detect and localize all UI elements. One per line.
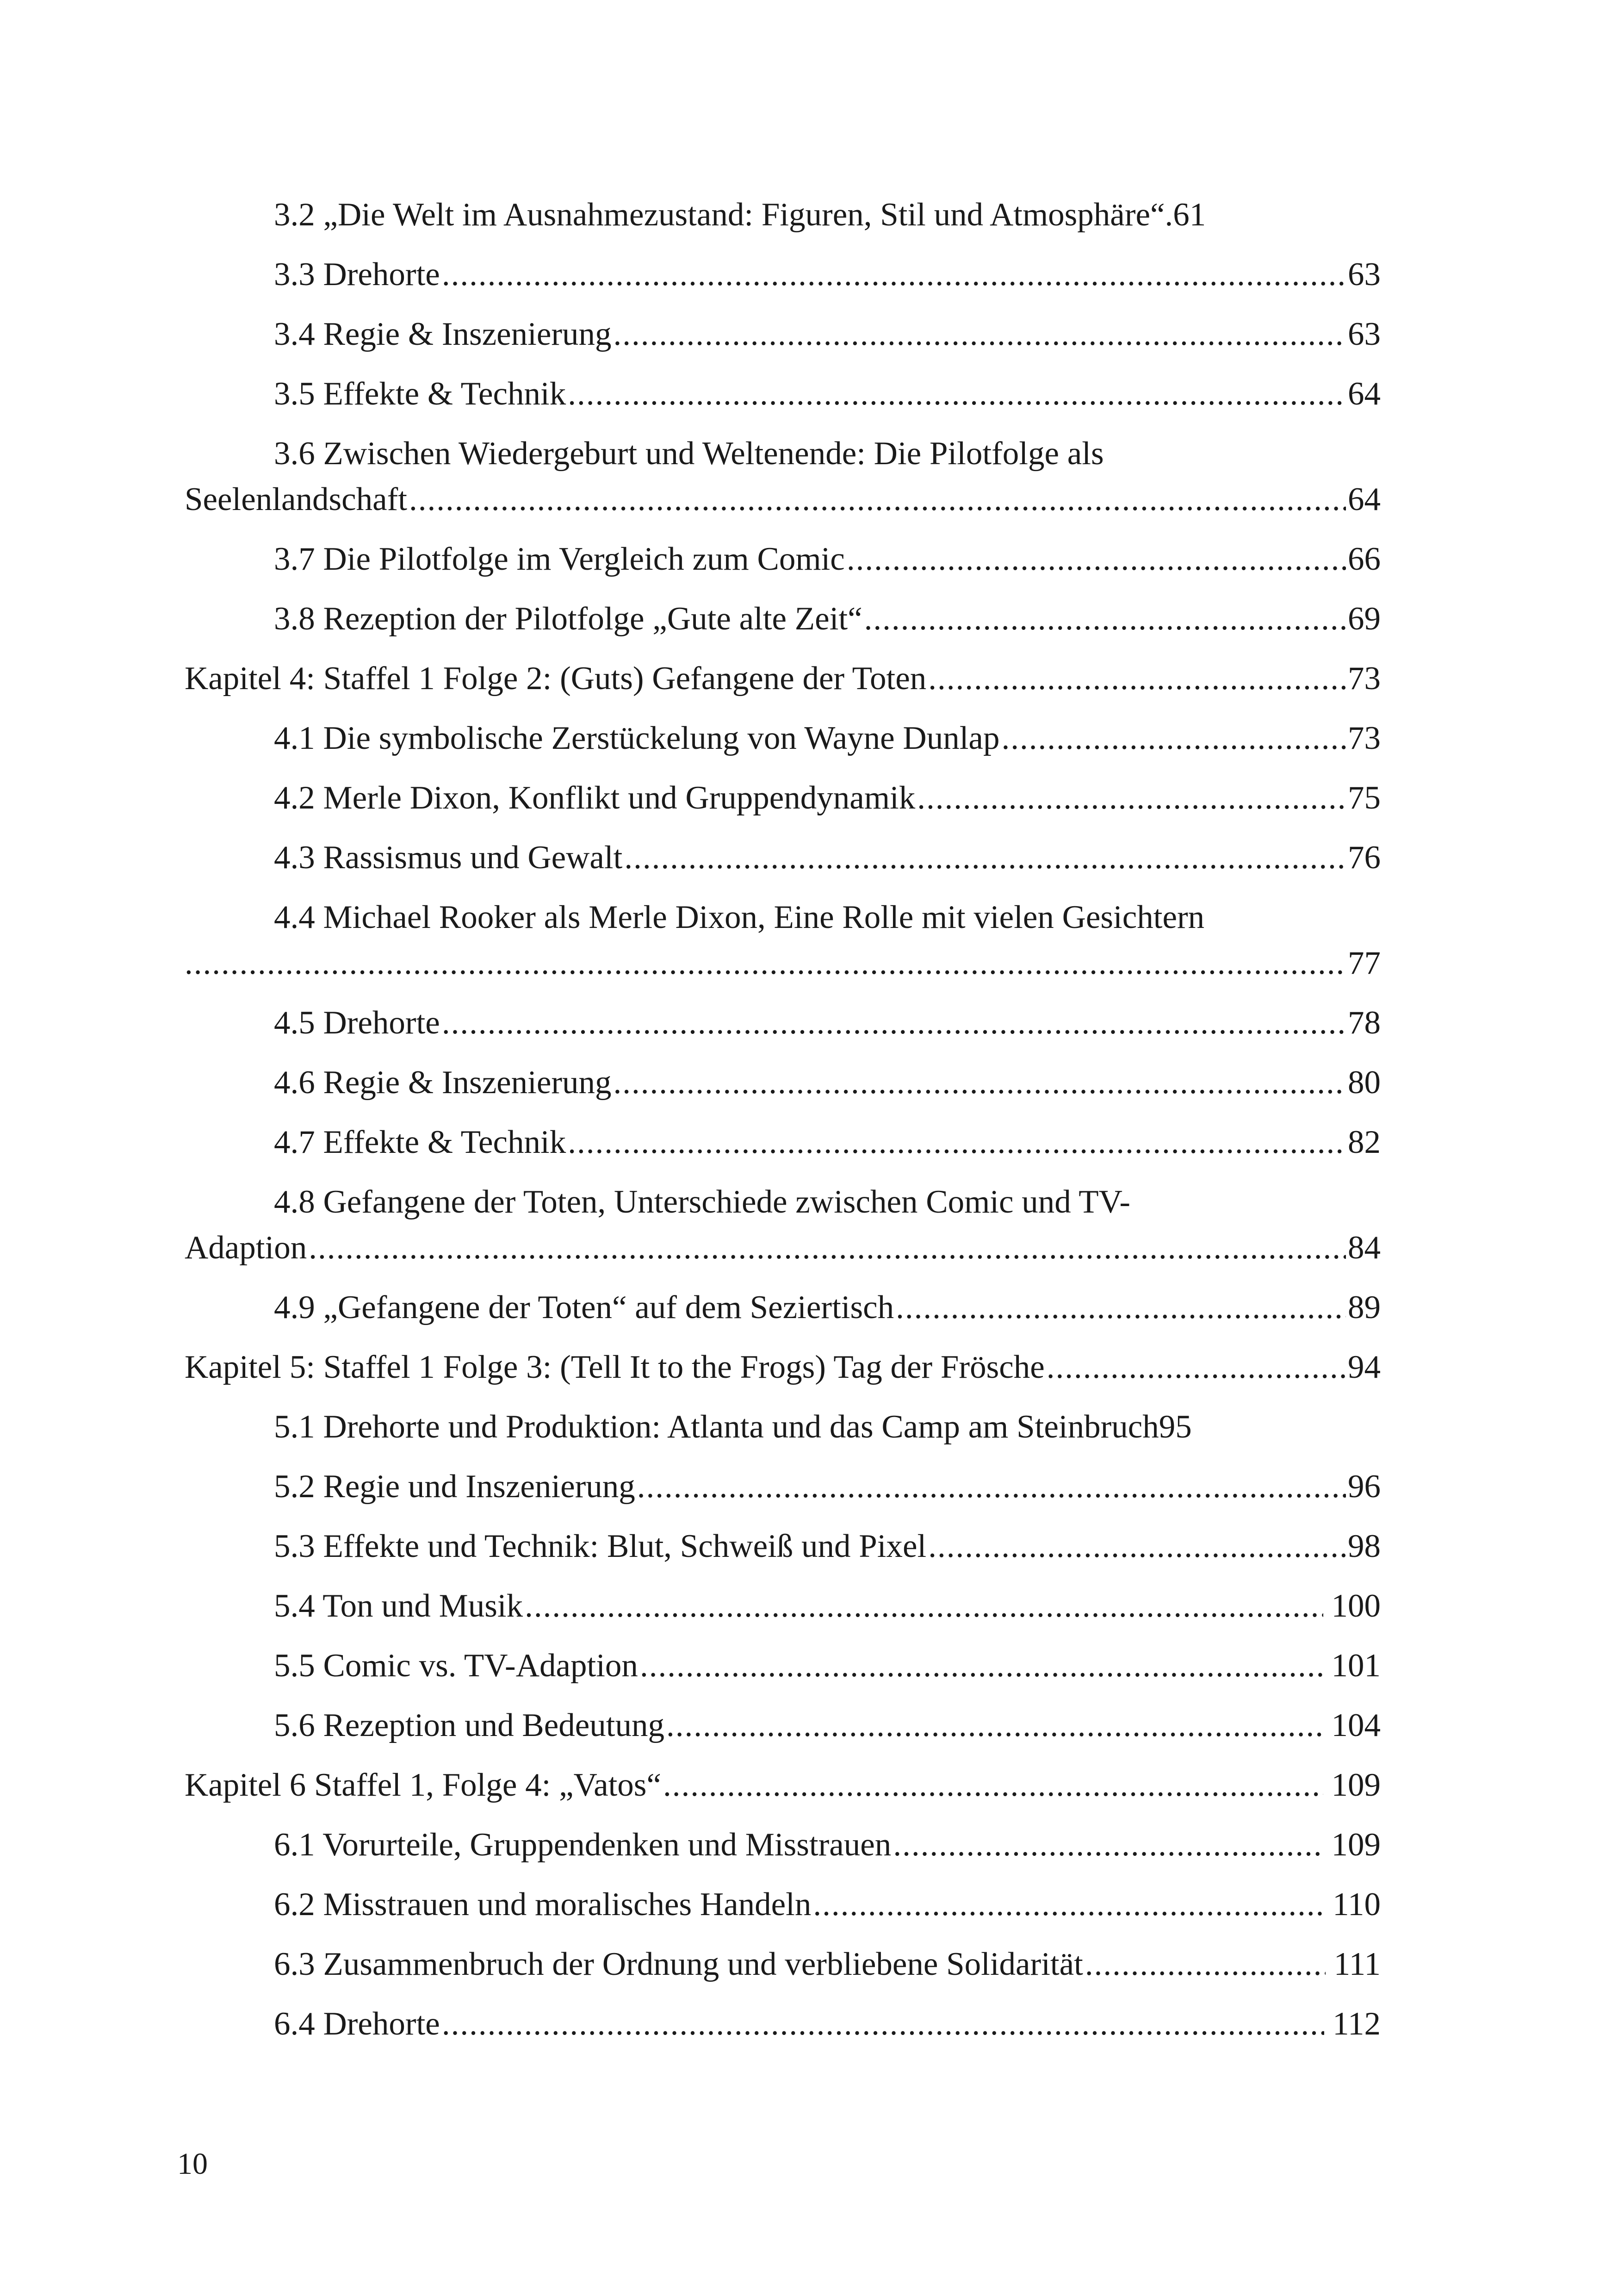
toc-page-number: 73 bbox=[1348, 660, 1381, 697]
toc-entry-title: 5.2 Regie und Inszenierung bbox=[274, 1468, 635, 1505]
toc-entry-title: 3.4 Regie & Inszenierung bbox=[274, 316, 612, 352]
toc-entry-title-continuation: Seelenlandschaft bbox=[185, 481, 408, 517]
toc-entry-title: Kapitel 6 Staffel 1, Folge 4: „Vatos“ bbox=[185, 1767, 661, 1803]
toc-section-entry[interactable] bbox=[185, 1576, 1381, 1636]
toc-section-entry[interactable] bbox=[185, 1815, 1381, 1875]
toc-page-number: 75 bbox=[1348, 780, 1381, 816]
toc-section-entry[interactable] bbox=[185, 1517, 1381, 1576]
toc-entry-title: 3.6 Zwischen Wiedergeburt und Weltenende: Die Pilotfolge als bbox=[274, 436, 1104, 472]
toc-dot-leader bbox=[614, 1053, 1346, 1113]
toc-section-entry[interactable] bbox=[185, 1875, 1381, 1935]
toc-dot-leader bbox=[928, 649, 1346, 709]
toc-dot-leader bbox=[666, 1696, 1323, 1755]
toc-chapter-entry[interactable] bbox=[185, 1338, 1381, 1397]
toc-page-number: 76 bbox=[1348, 840, 1381, 876]
toc-dot-leader bbox=[309, 1218, 1346, 1278]
toc-chapter-entry[interactable] bbox=[185, 1755, 1381, 1815]
toc-page-number: 104 bbox=[1331, 1707, 1381, 1743]
toc-entry-title: 3.8 Rezeption der Pilotfolge „Gute alte Zeit“ bbox=[274, 601, 862, 637]
toc-page-number: 64 bbox=[1348, 376, 1381, 412]
toc-page-number: 94 bbox=[1348, 1349, 1381, 1385]
toc-entry-title: 4.4 Michael Rooker als Merle Dixon, Eine Rolle mit vielen Gesichtern bbox=[274, 899, 1205, 935]
toc-section-entry[interactable] bbox=[185, 828, 1381, 888]
toc-dot-leader bbox=[409, 470, 1346, 529]
toc-page-number: 109 bbox=[1331, 1767, 1381, 1803]
toc-entry-title: 4.5 Drehorte bbox=[274, 1005, 440, 1041]
toc-dot-leader bbox=[637, 1457, 1346, 1517]
page-number: 10 bbox=[177, 2147, 208, 2181]
toc-dot-leader bbox=[614, 305, 1346, 364]
toc-entry-title: Kapitel 4: Staffel 1 Folge 2: (Guts) Gefangene der Toten bbox=[185, 660, 927, 697]
toc-page-number: 66 bbox=[1348, 541, 1381, 577]
toc-entry-title-continuation: Adaption bbox=[185, 1230, 307, 1266]
toc-page-number: 82 bbox=[1348, 1124, 1381, 1160]
toc-section-entry[interactable] bbox=[185, 1696, 1381, 1755]
toc-dot-leader bbox=[1001, 709, 1346, 768]
toc-page-number: 69 bbox=[1348, 601, 1381, 637]
toc-entry-title: 3.7 Die Pilotfolge im Vergleich zum Comic bbox=[274, 541, 845, 577]
toc-section-entry[interactable] bbox=[185, 1113, 1381, 1172]
toc-page-number: 111 bbox=[1333, 1946, 1381, 1982]
toc-page-number: 101 bbox=[1331, 1648, 1381, 1684]
toc-dot-leader bbox=[568, 364, 1346, 424]
toc-dot-leader bbox=[640, 1636, 1323, 1696]
toc-entry-title: 6.2 Misstrauen und moralisches Handeln bbox=[274, 1886, 812, 1923]
toc-dot-leader bbox=[624, 828, 1346, 888]
toc-section-entry[interactable] bbox=[185, 1935, 1381, 1994]
toc-dot-leader bbox=[442, 1994, 1324, 2054]
toc-page-number: 80 bbox=[1348, 1064, 1381, 1101]
toc-section-entry[interactable] bbox=[185, 245, 1381, 305]
toc-section-entry[interactable] bbox=[185, 1994, 1381, 2054]
toc-page-number: 112 bbox=[1333, 2006, 1381, 2042]
toc-page-number: 110 bbox=[1333, 1886, 1381, 1923]
toc-dot-leader bbox=[568, 1113, 1346, 1172]
toc-dot-leader bbox=[185, 933, 1346, 993]
toc-entry-title: Kapitel 5: Staffel 1 Folge 3: (Tell It to the Frogs) Tag der Frösche bbox=[185, 1349, 1045, 1385]
toc-page-number: 98 bbox=[1348, 1528, 1381, 1564]
table-of-contents bbox=[185, 185, 1381, 2054]
toc-section-entry[interactable] bbox=[185, 305, 1381, 364]
toc-entry-title: 5.3 Effekte und Technik: Blut, Schweiß und Pixel bbox=[274, 1528, 927, 1564]
toc-dot-leader bbox=[928, 1517, 1346, 1576]
toc-entry-title: 4.9 „Gefangene der Toten“ auf dem Seziertisch bbox=[274, 1289, 894, 1325]
toc-dot-leader bbox=[896, 1278, 1346, 1338]
toc-entry-title: 3.5 Effekte & Technik bbox=[274, 376, 566, 412]
toc-entry-title: 6.4 Drehorte bbox=[274, 2006, 440, 2042]
toc-page-number: 78 bbox=[1348, 1005, 1381, 1041]
toc-section-entry[interactable] bbox=[185, 1053, 1381, 1113]
toc-entry-title: 4.1 Die symbolische Zerstückelung von Wayne Dunlap bbox=[274, 720, 1000, 756]
toc-page-number: 89 bbox=[1348, 1289, 1381, 1325]
toc-page-number: 95 bbox=[1159, 1409, 1192, 1445]
toc-page-number: 63 bbox=[1348, 316, 1381, 352]
toc-dot-leader bbox=[442, 993, 1346, 1053]
toc-entry-title: 6.1 Vorurteile, Gruppendenken und Misstrauen bbox=[274, 1827, 892, 1863]
toc-entry-title: 4.3 Rassismus und Gewalt bbox=[274, 840, 623, 876]
toc-section-entry[interactable] bbox=[185, 424, 1381, 529]
toc-dot-leader bbox=[813, 1875, 1324, 1935]
toc-section-entry[interactable] bbox=[185, 1172, 1381, 1278]
toc-page-number: 64 bbox=[1348, 481, 1381, 517]
toc-entry-title: 4.8 Gefangene der Toten, Unterschiede zwischen Comic und TV- bbox=[274, 1184, 1131, 1220]
toc-entry-title: 5.4 Ton und Musik bbox=[274, 1588, 523, 1624]
toc-page-number: 96 bbox=[1348, 1468, 1381, 1505]
toc-section-entry[interactable] bbox=[185, 768, 1381, 828]
toc-entry-title: 3.2 „Die Welt im Ausnahmezustand: Figuren, Stil und Atmosphäre“. bbox=[274, 197, 1173, 233]
toc-entry-title: 5.5 Comic vs. TV-Adaption bbox=[274, 1648, 638, 1684]
toc-section-entry[interactable] bbox=[185, 993, 1381, 1053]
toc-dot-leader bbox=[864, 589, 1346, 649]
toc-entry-title: 5.6 Rezeption und Bedeutung bbox=[274, 1707, 664, 1743]
toc-entry-title: 4.7 Effekte & Technik bbox=[274, 1124, 566, 1160]
toc-page-number: 61 bbox=[1173, 197, 1206, 233]
toc-page-number: 100 bbox=[1331, 1588, 1381, 1624]
toc-section-entry[interactable] bbox=[185, 1636, 1381, 1696]
toc-page-number: 84 bbox=[1348, 1230, 1381, 1266]
toc-section-entry[interactable] bbox=[185, 185, 1381, 245]
toc-dot-leader bbox=[847, 529, 1346, 589]
toc-dot-leader bbox=[893, 1815, 1323, 1875]
toc-entry-title: 4.2 Merle Dixon, Konflikt und Gruppendynamik bbox=[274, 780, 916, 816]
toc-section-entry[interactable] bbox=[185, 589, 1381, 649]
toc-section-entry[interactable] bbox=[185, 1457, 1381, 1517]
toc-dot-leader bbox=[917, 768, 1346, 828]
toc-dot-leader bbox=[525, 1576, 1323, 1636]
toc-chapter-entry[interactable] bbox=[185, 649, 1381, 709]
toc-entry-title: 3.3 Drehorte bbox=[274, 256, 440, 292]
toc-entry-title: 6.3 Zusammenbruch der Ordnung und verbliebene Solidarität bbox=[274, 1946, 1083, 1982]
toc-page-number: 63 bbox=[1348, 256, 1381, 292]
toc-entry-title: 4.6 Regie & Inszenierung bbox=[274, 1064, 612, 1101]
toc-page-number: 73 bbox=[1348, 720, 1381, 756]
toc-dot-leader bbox=[442, 245, 1346, 305]
toc-entry-title: 5.1 Drehorte und Produktion: Atlanta und das Camp am Steinbruch bbox=[274, 1409, 1159, 1445]
toc-dot-leader bbox=[1085, 1935, 1326, 1994]
toc-page-number: 109 bbox=[1331, 1827, 1381, 1863]
toc-section-entry[interactable] bbox=[185, 1397, 1381, 1457]
toc-section-entry[interactable] bbox=[185, 1278, 1381, 1338]
toc-dot-leader bbox=[1047, 1338, 1346, 1397]
toc-section-entry[interactable] bbox=[185, 364, 1381, 424]
toc-dot-leader bbox=[663, 1755, 1323, 1815]
toc-section-entry[interactable] bbox=[185, 709, 1381, 768]
toc-section-entry[interactable] bbox=[185, 529, 1381, 589]
toc-section-entry[interactable] bbox=[185, 888, 1381, 993]
toc-page-number: 77 bbox=[1348, 945, 1381, 981]
